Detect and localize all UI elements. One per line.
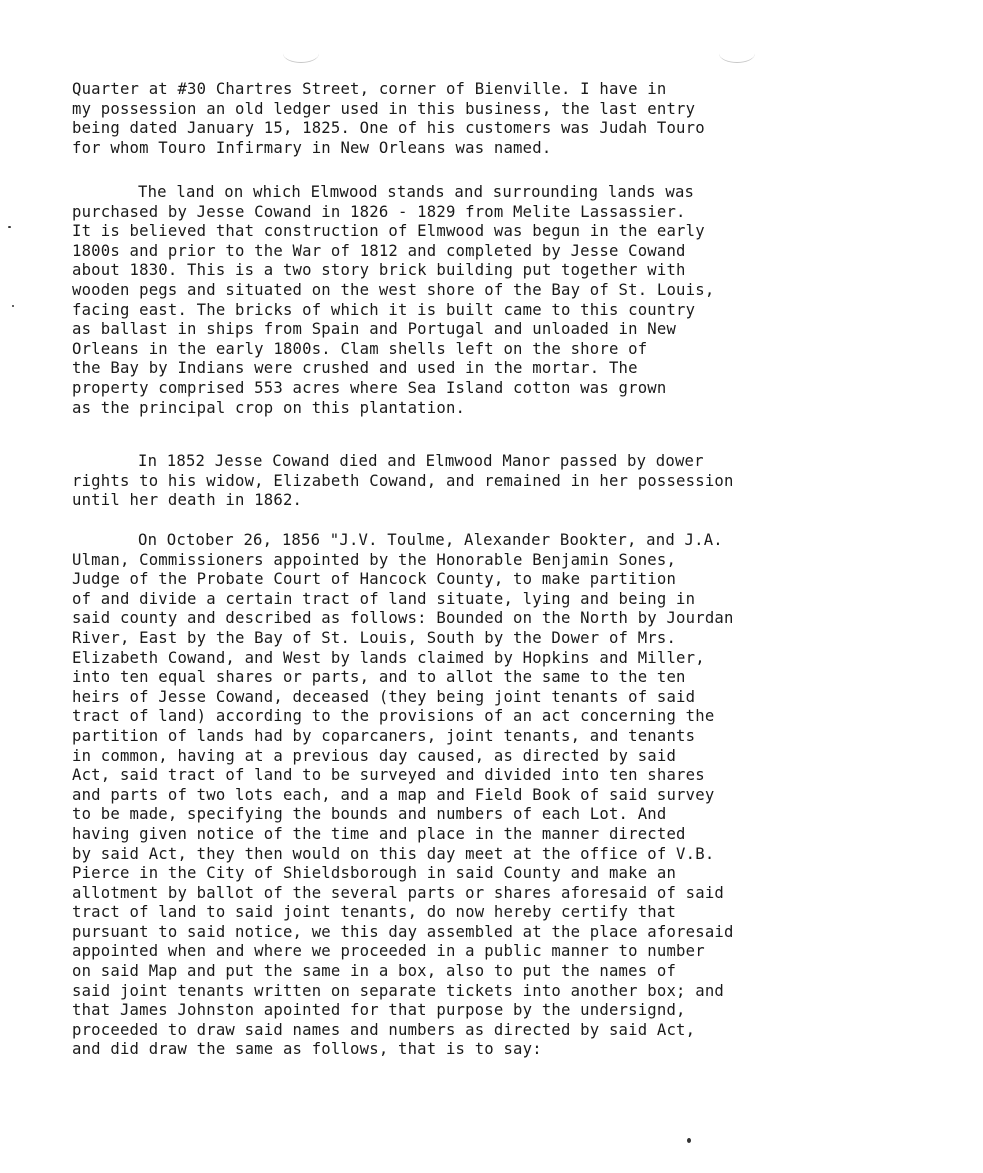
text-line: the Bay by Indians were crushed and used in the mortar. The	[72, 359, 638, 378]
text-line: Quarter at #30 Chartres Street, corner of Bienville. I have in	[72, 80, 667, 98]
text-line: in common, having at a previous day caused, as directed by said	[72, 746, 677, 765]
text-line: having given notice of the time and place in the manner directed	[72, 824, 686, 843]
text-line: on said Map and put the same in a box, also to put the names of	[72, 962, 677, 981]
text-line: said joint tenants written on separate tickets into another box; and	[72, 981, 724, 1000]
scan-mark-right	[719, 44, 755, 63]
text-line: property comprised 553 acres where Sea Island cotton was grown	[72, 378, 667, 397]
text-line: In 1852 Jesse Cowand died and Elmwood Manor passed by dower	[138, 452, 704, 470]
scan-mark-left	[283, 44, 319, 63]
text-line: about 1830. This is a two story brick building put together with	[72, 261, 686, 280]
text-line: facing east. The bricks of which it is built came to this country	[72, 300, 696, 319]
text-line: as the principal crop on this plantation.	[72, 398, 466, 417]
text-line: to be made, specifying the bounds and numbers of each Lot. And	[72, 805, 667, 824]
scan-speck	[8, 226, 11, 228]
text-line: of and divide a certain tract of land situate, lying and being in	[72, 589, 696, 608]
text-line: pursuant to said notice, we this day assembled at the place aforesaid	[72, 922, 734, 941]
text-line: and parts of two lots each, and a map and Field Book of said survey	[72, 785, 715, 804]
text-line: by said Act, they then would on this day meet at the office of V.B.	[72, 844, 715, 863]
paragraph-ledger	[72, 80, 932, 158]
text-line: rights to his widow, Elizabeth Cowand, and remained in her possession	[72, 471, 734, 490]
text-line: and did draw the same as follows, that is to say:	[72, 1040, 542, 1059]
text-line: said county and described as follows: Bounded on the North by Jourdan	[72, 609, 734, 628]
text-line: being dated January 15, 1825. One of his customers was Judah Touro	[72, 119, 705, 138]
text-line: allotment by ballot of the several parts or shares aforesaid of said	[72, 883, 724, 902]
text-line: River, East by the Bay of St. Louis, South by the Dower of Mrs.	[72, 628, 677, 647]
text-line: heirs of Jesse Cowand, deceased (they being joint tenants of said	[72, 687, 696, 706]
text-line: Orleans in the early 1800s. Clam shells left on the shore of	[72, 339, 648, 358]
text-line: partition of lands had by coparcaners, joint tenants, and tenants	[72, 726, 696, 745]
text-line: tract of land to said joint tenants, do now hereby certify that	[72, 903, 677, 922]
scan-speck	[12, 305, 14, 307]
text-line: until her death in 1862.	[72, 491, 303, 510]
text-line: It is believed that construction of Elmwood was begun in the early	[72, 222, 705, 241]
text-line: 1800s and prior to the War of 1812 and completed by Jesse Cowand	[72, 241, 686, 260]
text-line: The land on which Elmwood stands and surrounding lands was	[138, 183, 695, 201]
text-line: into ten equal shares or parts, and to allot the same to the ten	[72, 668, 686, 687]
text-line: as ballast in ships from Spain and Portugal and unloaded in New	[72, 320, 677, 339]
text-line: appointed when and where we proceeded in a public manner to number	[72, 942, 705, 961]
text-line: Judge of the Probate Court of Hancock County, to make partition	[72, 570, 677, 589]
text-line: proceeded to draw said names and numbers as directed by said Act,	[72, 1020, 696, 1039]
paragraph-elmwood-construction	[72, 183, 932, 418]
text-line: Pierce in the City of Shieldsborough in said County and make an	[72, 864, 677, 883]
text-line: that James Johnston apointed for that purpose by the undersignd,	[72, 1001, 686, 1020]
text-line: On October 26, 1856 "J.V. Toulme, Alexander Bookter, and J.A.	[138, 531, 723, 549]
text-line: tract of land) according to the provisions of an act concerning the	[72, 707, 715, 726]
paragraph-dower-rights	[72, 452, 932, 511]
text-line: Ulman, Commissioners appointed by the Honorable Benjamin Sones,	[72, 550, 677, 569]
text-line: purchased by Jesse Cowand in 1826 - 1829 from Melite Lassassier.	[72, 202, 686, 221]
scan-speck	[687, 1138, 691, 1143]
paragraph-partition	[72, 531, 932, 1060]
text-line: Act, said tract of land to be surveyed and divided into ten shares	[72, 766, 705, 785]
text-line: Elizabeth Cowand, and West by lands claimed by Hopkins and Miller,	[72, 648, 705, 667]
text-line: wooden pegs and situated on the west shore of the Bay of St. Louis,	[72, 280, 715, 299]
text-line: my possession an old ledger used in this business, the last entry	[72, 99, 696, 118]
text-line: for whom Touro Infirmary in New Orleans was named.	[72, 138, 552, 157]
